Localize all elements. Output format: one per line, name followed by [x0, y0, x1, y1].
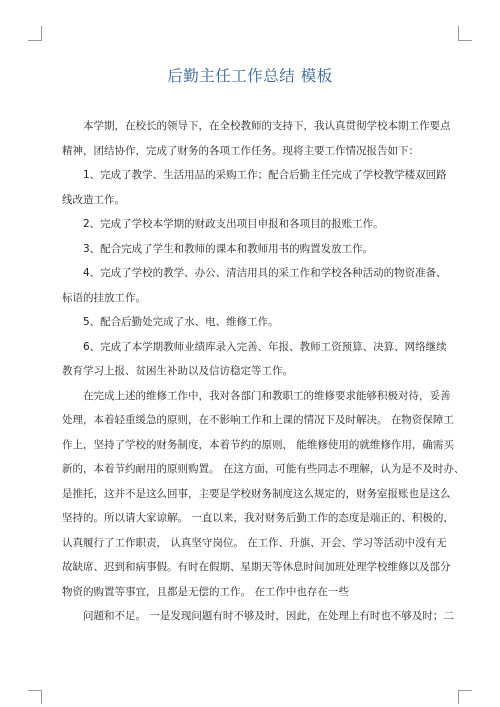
paragraph-line: 坚持的。所以请大家谅解。 一直以来，我对财务后勤工作的态度是端正的、积极的，	[62, 512, 454, 524]
paragraph-line: 本学期，在校长的领导下，在全校教师的支持下，我认真贯彻学校本期工作要点	[83, 120, 451, 132]
paragraph-line: 新的，本着节约耐用的原则购置。 在这方面，可能有些同志不理解，认为是不及时办、	[62, 463, 465, 475]
paragraph-line: 线改造工作。	[62, 193, 125, 206]
paragraph-line: 认真履行了工作职责， 认真坚守岗位。 在工作、升旗、开会、学习等活动中没有无	[62, 536, 447, 549]
paragraph-line: 精神，团结协作，完成了财务的各项工作任务。现将主要工作情况报告如下：	[62, 144, 419, 157]
crop-mark-bottom-left	[28, 690, 42, 691]
document-body	[62, 114, 465, 629]
paragraph-line: 物资的购置等事宜，且都是无偿的工作。 在工作中也存在一些	[62, 585, 349, 598]
paragraph-line: 5、配合后勤处完成了水、电、维修工作。	[83, 316, 279, 328]
paragraph-line: 3、配合完成了学生和教师的课本和教师用书的购置发放工作。	[83, 242, 374, 255]
paragraph-line: 故缺席、迟到和病事假。有时在假期、星期天等休息时间加班处理学校维修以及部分	[62, 561, 451, 573]
paragraph-line: 2、完成了学校本学期的财政支出项目申报和各项目的报账工作。	[83, 218, 384, 230]
paragraph-line: 标语的挂放工作。	[62, 291, 146, 304]
paragraph-line: 作上，坚持了学校的财务制度，本着节约的原则， 能维修使用的就维修作用，确需买	[62, 438, 454, 451]
paragraph-line: 1、完成了教学、生活用品的采购工作；配合后勤主任完成了学校教学楼双回路	[83, 169, 447, 181]
crop-mark-bottom-right	[458, 690, 472, 691]
crop-mark-top-left	[28, 40, 42, 41]
paragraph-line: 6、完成了本学期教师业绩库录入完善、年报、教师工资预算、决算、网络继续	[83, 340, 447, 353]
crop-mark-bottom-left	[41, 690, 42, 704]
crop-mark-top-right	[458, 26, 459, 41]
paragraph-line: 是推托，这并不是这么回事，主要是学校财务制度这么规定的，财务室报账也是这么	[62, 487, 451, 500]
crop-mark-top-left	[41, 26, 42, 41]
paragraph-line: 教育学习上报、贫困生补助以及信访稳定等工作。	[62, 365, 293, 377]
paragraph-line: 在完成上述的维修工作中，我对各部门和教职工的维修要求能够积极对待，妥善	[83, 389, 451, 402]
document-title: 后勤主任工作总结 模板	[167, 67, 333, 85]
paragraph-line: 处理，本着轻重缓急的原则，在不影响工作和上课的情况下及时解决。 在物资保障工	[62, 414, 454, 426]
crop-mark-bottom-right	[458, 690, 459, 704]
crop-mark-top-right	[458, 40, 472, 41]
paragraph-line: 4、完成了学校的教学、办公、清洁用具的采工作和学校各种活动的物资准备、	[83, 267, 447, 279]
paragraph-line: 问题和不足。 一是发现问题有时不够及时，因此，在处理上有时也不够及时；二	[83, 610, 454, 622]
